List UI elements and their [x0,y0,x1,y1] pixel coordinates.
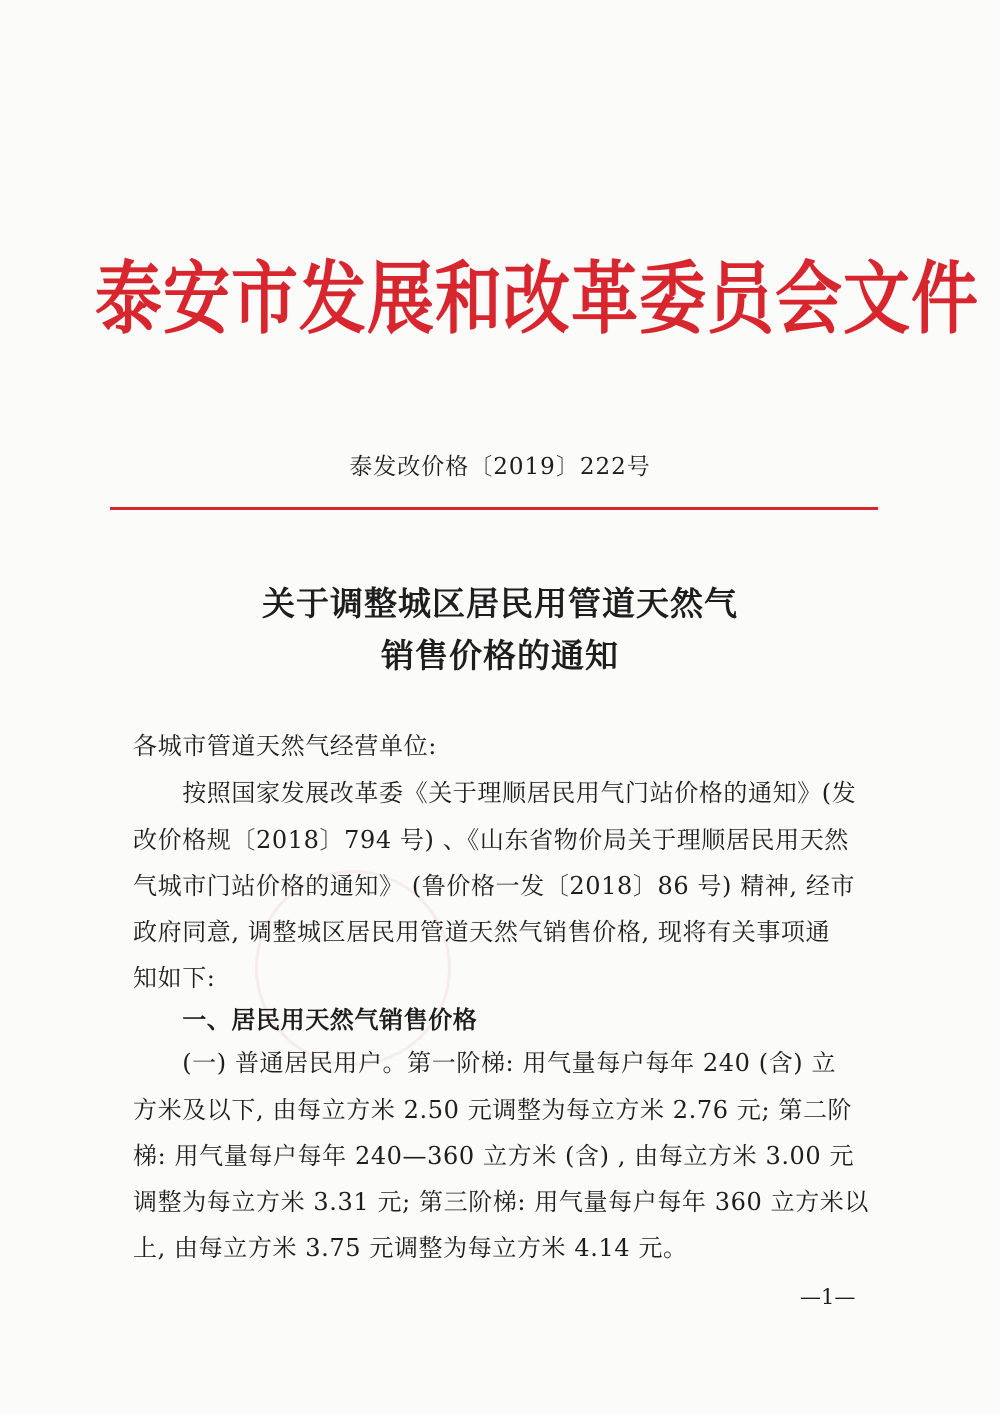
notice-title-line-2: 销售价格的通知 [381,636,619,675]
red-divider-line [110,507,878,510]
body-line: 梯: 用气量每户每年 240—360 立方米 (含) , 由每立方米 3.00 元 [133,1142,855,1170]
body-line: 各城市管道天然气经营单位: [133,732,437,760]
masthead-title: 泰安市发展和改革委员会文件 [95,252,979,346]
body-line: 按照国家发展改革委《关于理顺居民用气门站价格的通知》(发 [133,779,857,807]
page-number: —1— [800,1285,856,1309]
body-line: 改价格规〔2018〕794 号) 、《山东省物价局关于理顺居民用天然 [133,826,849,854]
notice-title-line-1: 关于调整城区居民用管道天然气 [262,584,738,623]
body-line: 知如下: [133,964,216,992]
body-line: 上, 由每立方米 3.75 元调整为每立方米 4.14 元。 [133,1234,688,1262]
body-line: 调整为每立方米 3.31 元; 第三阶梯: 用气量每户每年 360 立方米以 [133,1188,869,1216]
body-line: 气城市门站价格的通知》 (鲁价格一发〔2018〕86 号) 精神, 经市 [133,872,856,900]
body-line: 方米及以下, 由每立方米 2.50 元调整为每立方米 2.76 元; 第二阶 [133,1096,853,1124]
body-line: (一) 普通居民用户。第一阶梯: 用气量每户每年 240 (含) 立 [133,1049,837,1077]
document-number: 泰发改价格〔2019〕222号 [349,454,651,480]
body-line: 政府同意, 调整城区居民用管道天然气销售价格, 现将有关事项通 [133,918,831,946]
section-heading: 一、居民用天然气销售价格 [133,1006,478,1034]
